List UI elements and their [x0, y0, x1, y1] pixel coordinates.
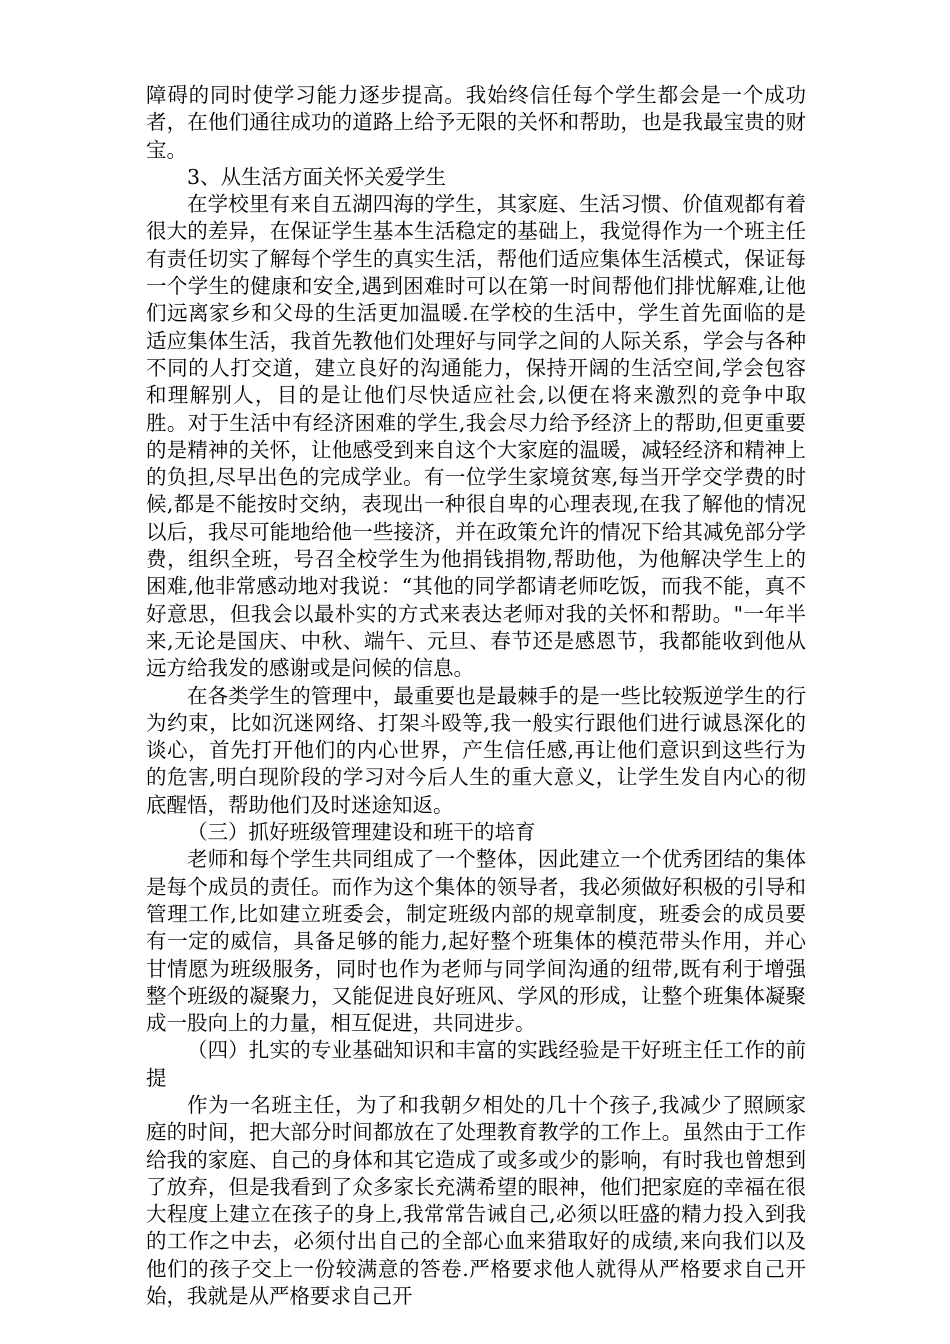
section-heading-life-care: 3、从生活方面关怀关爱学生	[187, 164, 447, 189]
paragraph-life-care: 在学校里有来自五湖四海的学生，其家庭、生活习惯、价值观都有着很大的差异，在保证学生基本生活稳定的基础上，我觉得作为一个班主任有责任切实了解每个学生的真实生活，帮他们适应集体生活模式，保证每一个学生的健康和安全,遇到困难时可以在第一时间帮他们排忧解难,让他们远离家乡和父母的生活更加温暖.在学校的生活中，学生首先面临的是适应集体生活，我首先教他们处理好与同学之间的人际关系，学会与各种不同的人打交道，建立良好的沟通能力，保持开阔的生活空间,学会包容和理解别人，目的是让他们尽快适应社会,以便在将来激烈的竞争中取胜。对于生活中有经济困难的学生,我会尽力给予经济上的帮助,但更重要的是精神的关怀，让他感受到来自这个大家庭的温暖，减轻经济和精神上的负担,尽早出色的完成学业。有一位学生家境贫寒,每当开学交学费的时候,都是不能按时交纳，表现出一种很自卑的心理表现,在我了解他的情况以后，我尽可能地给他一些接济，并在政策允许的情况下给其减免部分学费，组织全班，号召全校学生为他捐钱捐物,帮助他，为他解决学生上的困难,他非常感动地对我说：“其他的同学都请老师吃饭，而我不能，真不好意思，但我会以最朴实的方式来表达老师对我的关怀和帮助。"一年半来,无论是国庆、中秋、端午、元旦、春节还是感恩节，我都能收到他从远方给我发的感谢或是问候的信息。	[146, 192, 806, 681]
paragraph-continuation: 障碍的同时使学习能力逐步提高。我始终信任每个学生都会是一个成功者，在他们通往成功的道路上给予无限的关怀和帮助，也是我最宝贵的财宝。	[146, 83, 806, 162]
document-page	[146, 82, 806, 1310]
section-heading-class-management: （三）抓好班级管理建设和班干的培育	[187, 820, 536, 845]
section-heading-professional-knowledge: （四）扎实的专业基础知识和丰富的实践经验是干好班主任工作的前提	[146, 1038, 806, 1090]
paragraph-class-management: 老师和每个学生共同组成了一个整体，因此建立一个优秀团结的集体是每个成员的责任。而作为这个集体的领导者，我必须做好积极的引导和管理工作,比如建立班委会，制定班级内部的规章制度，班委会的成员要有一定的威信，具备足够的能力,起好整个班集体的模范带头作用，并心甘情愿为班级服务，同时也作为老师与同学间沟通的纽带,既有利于增强整个班级的凝聚力，又能促进良好班风、学风的形成，让整个班集体凝聚成一股向上的力量，相互促进，共同进步。	[146, 847, 806, 1036]
paragraph-professional-knowledge: 作为一名班主任，为了和我朝夕相处的几十个孩子,我减少了照顾家庭的时间，把大部分时间都放在了处理教育教学的工作上。虽然由于工作给我的家庭、自己的身体和其它造成了或多或少的影响，有时我也曾想到了放弃，但是我看到了众多家长充满希望的眼神，他们把家庭的幸福在很大程度上建立在孩子的身上,我常常告诫自己,必须以旺盛的精力投入到我的工作之中去，必须付出自己的全部心血来猎取好的成绩,来向我们以及他们的孩子交上一份较满意的答卷.严格要求他人就得从严格要求自己开始，我就是从严格要求自己开	[146, 1092, 806, 1309]
paragraph-student-management: 在各类学生的管理中，最重要也是最棘手的是一些比较叛逆学生的行为约束，比如沉迷网络、打架斗殴等,我一般实行跟他们进行诚恳深化的谈心，首先打开他们的内心世界，产生信任感,再让他们意识到这些行为的危害,明白现阶段的学习对今后人生的重大意义，让学生发自内心的彻底醒悟，帮助他们及时迷途知返。	[146, 683, 806, 817]
